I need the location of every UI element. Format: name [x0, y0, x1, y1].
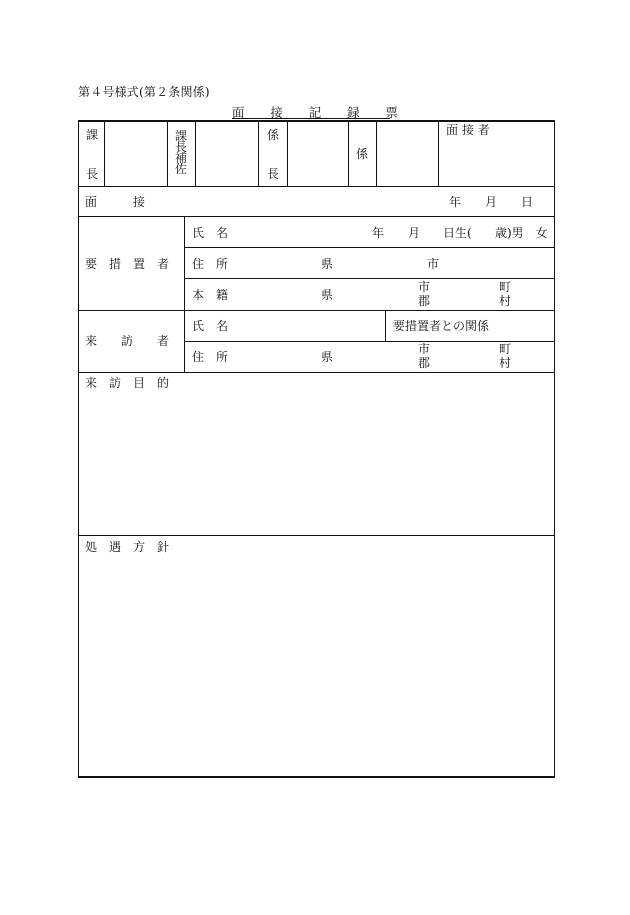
- column-divider: [376, 120, 377, 186]
- birth-month-unit: 月: [408, 226, 421, 240]
- interviewer-label: 面 接 者: [446, 123, 490, 137]
- column-divider: [385, 310, 386, 341]
- title-char: 面: [232, 105, 245, 120]
- row-divider: [78, 216, 555, 217]
- subject-address-label: 住 所: [192, 257, 229, 271]
- honseki-pref: 県: [321, 288, 334, 302]
- birth-year-unit: 年: [372, 226, 385, 240]
- column-divider: [258, 120, 259, 186]
- visitor-address-pref: 県: [321, 350, 334, 364]
- visit-purpose-label: 来 訪 目 的: [85, 376, 170, 390]
- form-frame: [78, 120, 555, 778]
- row-divider: [78, 310, 555, 311]
- honseki-mura: 村: [499, 294, 512, 308]
- column-divider: [287, 120, 288, 186]
- subject-address-city: 市: [427, 257, 440, 271]
- title-char: 票: [385, 105, 398, 120]
- kacho-label-bottom: 長: [86, 167, 99, 181]
- visitor-shi: 市: [418, 342, 431, 356]
- row-divider: [78, 186, 555, 187]
- kakaricho-label-top: 係: [267, 128, 280, 142]
- visitor-mura: 村: [499, 356, 512, 370]
- column-divider: [104, 120, 105, 186]
- title-underline: [232, 118, 390, 119]
- column-divider: [184, 216, 185, 372]
- subject-address-pref: 県: [321, 257, 334, 271]
- honseki-machi: 町: [499, 280, 512, 294]
- kakari-label: 係: [356, 147, 369, 161]
- column-divider: [348, 120, 349, 186]
- visitor-machi: 町: [499, 342, 512, 356]
- honseki-gun: 郡: [418, 294, 431, 308]
- birth-day-unit: 日生(: [443, 226, 472, 240]
- subject-name-label: 氏 名: [192, 226, 229, 240]
- subject-section-label: 要 措 置 者: [85, 257, 170, 271]
- visitor-gun: 郡: [418, 356, 431, 370]
- visitor-name-label: 氏 名: [192, 319, 229, 333]
- honseki-label: 本 籍: [192, 288, 229, 302]
- day-unit: 日: [521, 195, 534, 209]
- row-divider: [78, 535, 555, 536]
- relation-label: 要措置者との関係: [393, 319, 490, 333]
- kacho-label-top: 課: [86, 128, 99, 142]
- column-divider: [195, 120, 196, 186]
- form-number-caption: 第４号様式(第２条関係): [78, 85, 210, 99]
- visitor-address-label: 住 所: [192, 350, 229, 364]
- column-divider: [167, 120, 168, 186]
- column-divider: [438, 120, 439, 186]
- title-char: 記: [308, 105, 322, 120]
- title-char: 接: [270, 105, 283, 120]
- visitor-section-label: 来 訪 者: [85, 334, 170, 348]
- row-divider: [184, 247, 555, 248]
- month-unit: 月: [485, 195, 498, 209]
- row-divider: [184, 278, 555, 279]
- treatment-policy-label: 処 遇 方 針: [85, 540, 170, 554]
- age-sex-label: 歳)男 女: [495, 226, 548, 240]
- year-unit: 年: [449, 195, 462, 209]
- interview-label: 面 接: [85, 195, 146, 209]
- row-divider: [78, 372, 555, 373]
- kakaricho-label-bottom: 長: [267, 167, 280, 181]
- title-char: 録: [347, 105, 360, 120]
- honseki-shi: 市: [418, 280, 431, 294]
- kacho-hosa-label: 課長補佐: [175, 129, 188, 176]
